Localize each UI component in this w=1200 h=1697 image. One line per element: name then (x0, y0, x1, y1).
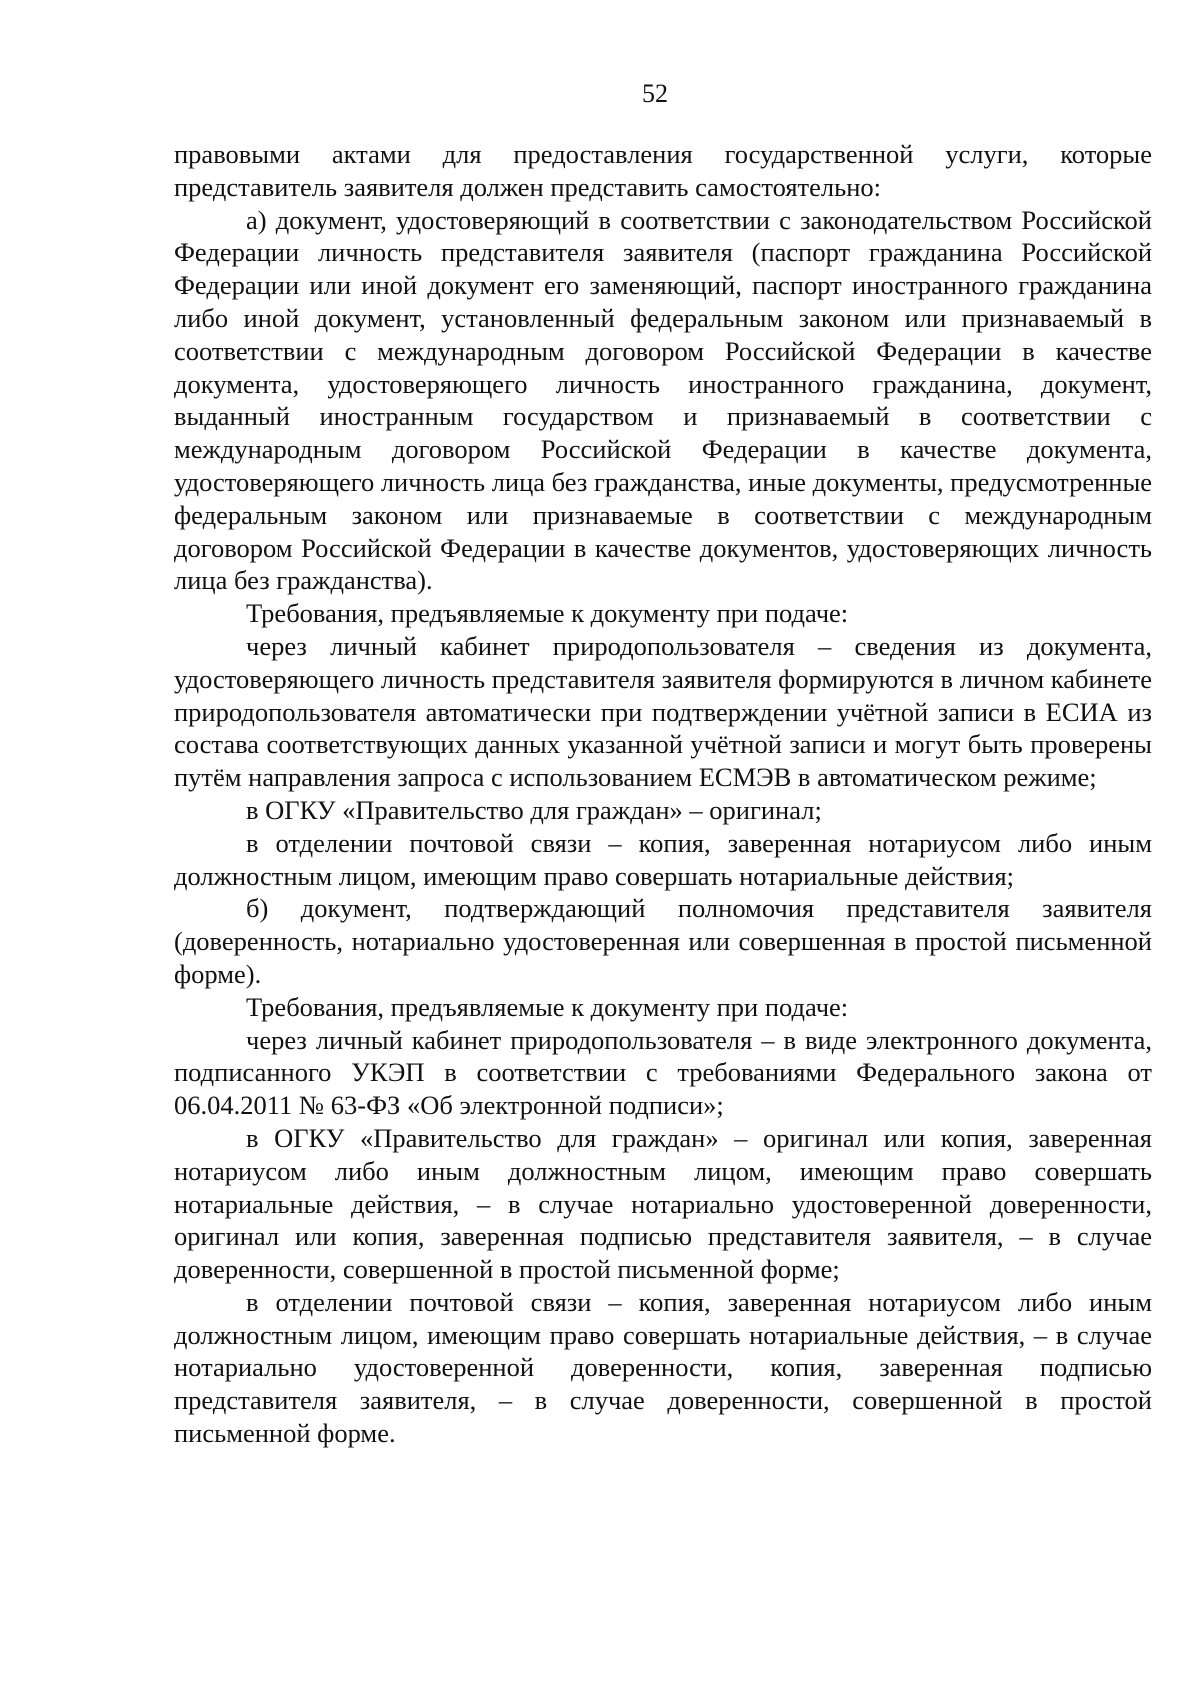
paragraph-b-authority-document: б) документ, подтверждающий полномочия представителя заявителя (доверенность, нотариально удостоверенная или совершенная в простой письменной форме). (174, 893, 1152, 989)
paragraph-post-office-copy-2: в отделении почтовой связи – копия, заверенная нотариусом либо иным должностным лицом, имеющим право совершать нотариальные действия, – в случае нотариально удостоверенной доверенности, копия, заверенная подписью представителя заявителя, – в случае доверенности, совершенной в простой письменной форме. (174, 1286, 1152, 1449)
paragraph-intro: правовыми актами для предоставления государственной услуги, которые представитель заявителя должен представить самостоятельно: (174, 139, 1152, 202)
paragraph-requirements-heading-2: Требования, предъявляемые к документу при подаче: (246, 991, 849, 1022)
paragraph-requirements-heading: Требования, предъявляемые к документу при подаче: (246, 598, 849, 629)
page-number: 52 (642, 79, 668, 108)
paragraph-personal-account: через личный кабинет природопользователя – сведения из документа, удостоверяющего личность представителя заявителя формируются в личном кабинете природопользователя автоматически при подтверждении учётной записи в ЕСИА из состава соответствующих данных указанной учётной записи и могут быть проверены путём направления запроса с использованием ЕСМЭВ в автоматическом режиме; (174, 630, 1152, 793)
paragraph-personal-account-ukep: через личный кабинет природопользователя – в виде электронного документа, подписанного УКЭП в соответствии с требованиями Федерального закона от 06.04.2011 № 63-ФЗ «Об электронной подписи»; (174, 1024, 1152, 1121)
paragraph-post-office-copy: в отделении почтовой связи – копия, заверенная нотариусом либо иным должностным лицом, имеющим право совершать нотариальные действия; (174, 827, 1152, 891)
paragraph-ogku-original-or-copy: в ОГКУ «Правительство для граждан» – оригинал или копия, заверенная нотариусом либо иным должностным лицом, имеющим право совершать нотариальные действия, – в случае нотариально удостоверенной доверенности, оригинал или копия, заверенная подписью представителя заявителя, – в случае доверенности, совершенной в простой письменной форме; (174, 1122, 1152, 1285)
document-body (174, 138, 1152, 1450)
paragraph-ogku-original: в ОГКУ «Правительство для граждан» – оригинал; (246, 794, 822, 825)
paragraph-a-identity-document: а) документ, удостоверяющий в соответствии с законодательством Российской Федерации личность представителя заявителя (паспорт гражданина Российской Федерации или иной документ его заменяющий, паспорт иностранного гражданина либо иной документ, установленный федеральным законом или признаваемый в соответствии с международным договором Российской Федерации в качестве документа, удостоверяющего личность иностранного гражданина, документ, выданный иностранным государством и признаваемый в соответствии с международным договором Российской Федерации в качестве документа, удостоверяющего личность лица без гражданства, иные документы, предусмотренные федеральным законом или признаваемые в соответствии с международным договором Российской Федерации в качестве документов, удостоверяющих личность лица без гражданства). (174, 204, 1153, 596)
